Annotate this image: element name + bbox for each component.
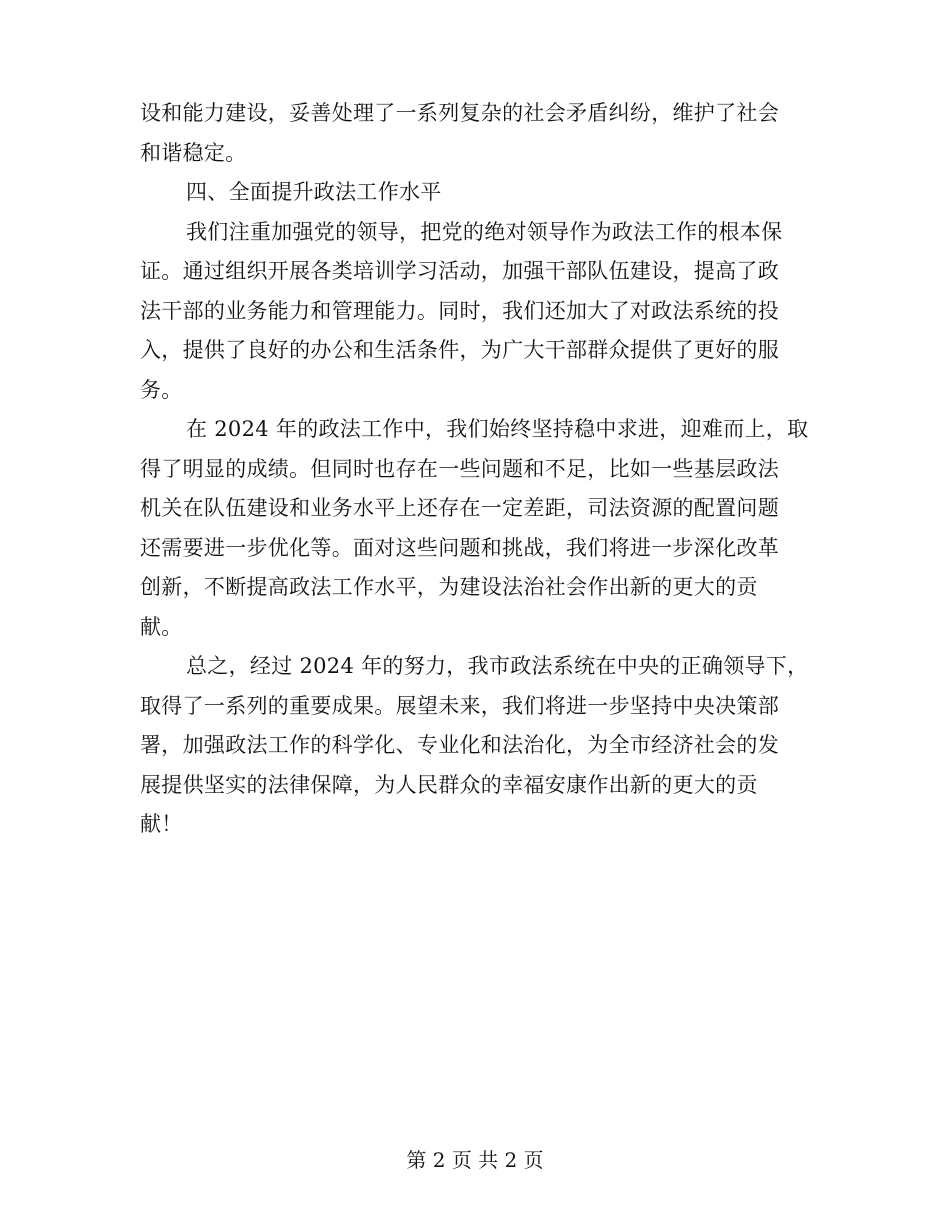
body-line: 设和能力建设，妥善处理了一系列复杂的社会矛盾纠纷，维护了社会 [140,101,779,125]
body-line: 入，提供了良好的办公和生活条件，为广大干部群众提供了更好的服 [140,338,779,362]
body-line: 署，加强政法工作的科学化、专业化和法治化，为全市经济社会的发 [140,733,779,757]
body-line: 创新，不断提高政法工作水平，为建设法治社会作出新的更大的贡 [140,575,758,599]
body-line: 取得了一系列的重要成果。展望未来，我们将进一步坚持中央决策部 [140,693,779,718]
body-line: 我们注重加强党的领导，把党的绝对领导作为政法工作的根本保 [186,219,783,244]
body-line: 在 2024 年的政法工作中，我们始终坚持稳中求进，迎难而上，取 [186,417,809,441]
body-line: 总之，经过 2024 年的努力，我市政法系统在中央的正确领导下， [186,654,809,678]
section-heading: 四、全面提升政法工作水平 [186,180,442,204]
body-line: 献。 [140,614,183,639]
body-line: 和谐稳定。 [140,140,247,165]
body-line: 献！ [140,812,183,836]
body-line: 法干部的业务能力和管理能力。同时，我们还加大了对政法系统的投 [140,298,779,323]
body-line: 还需要进一步优化等。面对这些问题和挑战，我们将进一步深化改革 [140,535,779,560]
body-line: 证。通过组织开展各类培训学习活动，加强干部队伍建设，提高了政 [140,259,779,283]
page-number-footer: 第 2 页 共 2 页 [406,1148,544,1172]
body-line: 机关在队伍建设和业务水平上还存在一定差距，司法资源的配置问题 [140,496,779,520]
body-line: 展提供坚实的法律保障，为人民群众的幸福安康作出新的更大的贡 [140,772,758,797]
body-line: 得了明显的成绩。但同时也存在一些问题和不足，比如一些基层政法 [140,456,779,481]
body-line: 务。 [140,377,183,402]
document-body [140,97,820,848]
